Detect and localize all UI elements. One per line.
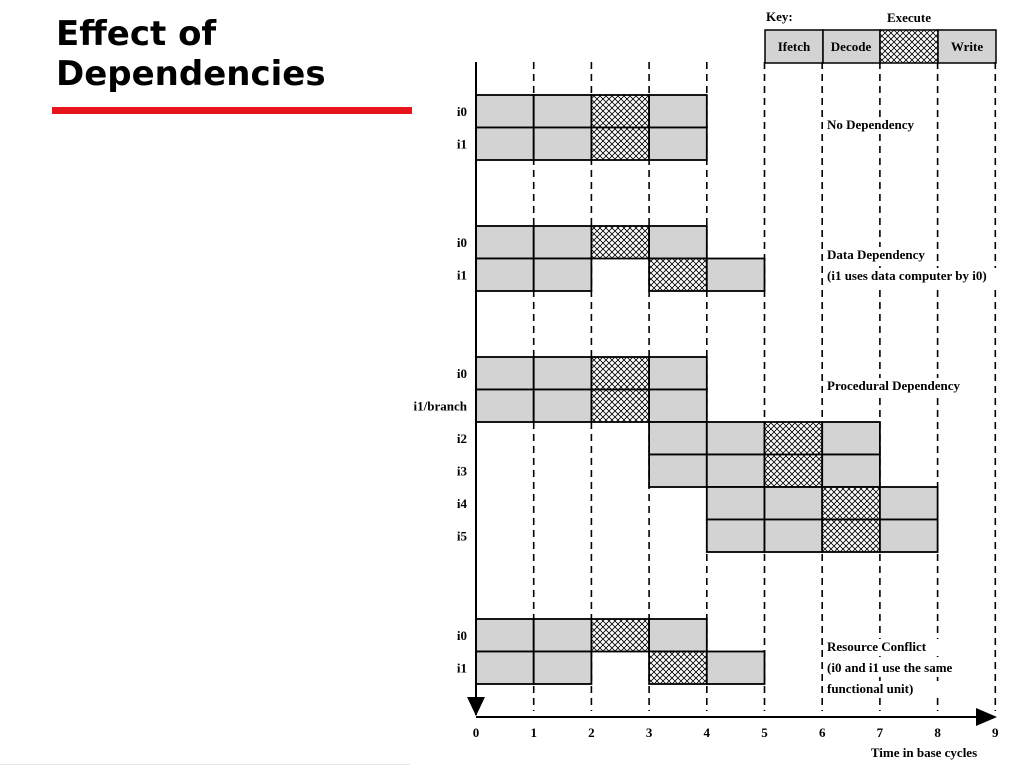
axis-tick-label-0: 0 — [472, 725, 480, 740]
stage-cell-data-dependency-0-0 — [476, 226, 534, 259]
stage-cell-procedural-dependency-1-0 — [476, 390, 534, 423]
key-legend — [765, 9, 996, 63]
stage-cell-data-dependency-1-1 — [534, 259, 592, 292]
stage-cell-data-dependency-0-3 — [649, 226, 707, 259]
stage-cell-procedural-dependency-4-3 — [880, 487, 938, 520]
key-decode-label: Decode — [830, 39, 872, 54]
stage-cell-procedural-dependency-5-1 — [765, 520, 823, 553]
row-label-procedural-dependency-4: i4 — [456, 496, 467, 511]
row-label-resource-conflict-0: i0 — [456, 628, 467, 643]
stage-cell-no-dependency-1-2 — [591, 128, 649, 161]
row-label-resource-conflict-1: i1 — [456, 660, 467, 676]
axis-title: Time in base cycles — [870, 745, 978, 760]
stage-cell-resource-conflict-1-1 — [534, 652, 592, 685]
row-label-procedural-dependency-2: i2 — [456, 431, 467, 446]
stage-cell-resource-conflict-0-2 — [591, 619, 649, 652]
stage-cell-data-dependency-1-4 — [707, 259, 765, 292]
stage-cell-no-dependency-1-3 — [649, 128, 707, 161]
axis-tick-label-3: 3 — [645, 725, 653, 740]
stage-cell-resource-conflict-1-0 — [476, 652, 534, 685]
row-label-no-dependency-0: i0 — [456, 104, 467, 119]
stage-cell-procedural-dependency-0-3 — [649, 357, 707, 390]
stage-cell-no-dependency-1-0 — [476, 128, 534, 161]
stage-cell-data-dependency-0-1 — [534, 226, 592, 259]
dependency-label-data-dependency-1: (i1 uses data computer by i0) — [827, 268, 987, 283]
axis-tick-label-1: 1 — [530, 725, 537, 740]
stage-cell-procedural-dependency-0-1 — [534, 357, 592, 390]
stage-cell-procedural-dependency-2-1 — [707, 422, 765, 455]
stage-cell-data-dependency-1-0 — [476, 259, 534, 292]
stage-cell-procedural-dependency-0-2 — [591, 357, 649, 390]
stage-cell-procedural-dependency-3-0 — [649, 455, 707, 488]
key-execute-label: Execute — [886, 10, 932, 25]
axis-tick-label-4: 4 — [703, 725, 711, 740]
axis-tick-label-8: 8 — [934, 725, 941, 740]
stage-cell-no-dependency-1-1 — [534, 128, 592, 161]
key-ifetch-label: Ifetch — [777, 39, 811, 54]
stage-cell-resource-conflict-0-3 — [649, 619, 707, 652]
axis-tick-label-6: 6 — [818, 725, 826, 740]
stage-cell-procedural-dependency-3-1 — [707, 455, 765, 488]
stage-cell-no-dependency-0-0 — [476, 95, 534, 128]
stage-cell-resource-conflict-0-0 — [476, 619, 534, 652]
dependency-label-procedural-dependency-0: Procedural Dependency — [827, 378, 960, 393]
row-label-procedural-dependency-5: i5 — [456, 528, 467, 544]
key-write-label: Write — [950, 39, 984, 54]
stage-cell-procedural-dependency-1-1 — [534, 390, 592, 423]
stage-cell-procedural-dependency-1-3 — [649, 390, 707, 423]
stage-cell-resource-conflict-0-1 — [534, 619, 592, 652]
stage-cell-no-dependency-0-2 — [591, 95, 649, 128]
axis-tick-label-7: 7 — [876, 725, 884, 740]
slide-title-line1: Effect of — [56, 14, 217, 54]
dependency-label-resource-conflict-1: (i0 and i1 use the same — [827, 660, 953, 675]
stage-cell-procedural-dependency-3-3 — [822, 455, 880, 488]
stage-cell-procedural-dependency-2-0 — [649, 422, 707, 455]
axis-tick-label-2: 2 — [588, 725, 595, 740]
row-label-procedural-dependency-0: i0 — [456, 366, 467, 381]
row-label-no-dependency-1: i1 — [456, 136, 467, 152]
slide-title-line2: Dependencies — [56, 54, 326, 94]
stage-cell-procedural-dependency-4-2 — [822, 487, 880, 520]
stage-cell-data-dependency-1-3 — [649, 259, 707, 292]
stage-cell-resource-conflict-1-4 — [707, 652, 765, 685]
stage-cell-procedural-dependency-5-0 — [707, 520, 765, 553]
axis-tick-label-5: 5 — [761, 725, 768, 740]
dependency-labels — [825, 117, 1024, 698]
key-execute-box — [880, 30, 938, 63]
row-label-data-dependency-0: i0 — [456, 235, 467, 250]
stage-cell-no-dependency-0-1 — [534, 95, 592, 128]
down-arrow-icon — [467, 697, 485, 716]
stage-cell-procedural-dependency-3-2 — [765, 455, 823, 488]
stage-cell-procedural-dependency-5-2 — [822, 520, 880, 553]
row-label-procedural-dependency-1: i1/branch — [413, 398, 467, 414]
dependency-label-no-dependency-0: No Dependency — [827, 117, 915, 132]
stage-cell-no-dependency-0-3 — [649, 95, 707, 128]
stage-cell-procedural-dependency-2-2 — [765, 422, 823, 455]
right-arrow-icon — [976, 708, 997, 726]
stage-cell-procedural-dependency-4-0 — [707, 487, 765, 520]
dependency-label-resource-conflict-2: functional unit) — [827, 681, 914, 696]
stage-cell-data-dependency-0-2 — [591, 226, 649, 259]
stage-cell-procedural-dependency-4-1 — [765, 487, 823, 520]
row-label-procedural-dependency-3: i3 — [456, 463, 467, 479]
dependency-label-resource-conflict-0: Resource Conflict — [827, 639, 927, 654]
stage-cell-procedural-dependency-1-2 — [591, 390, 649, 423]
key-label: Key: — [766, 9, 793, 24]
stage-cell-procedural-dependency-5-3 — [880, 520, 938, 553]
row-label-data-dependency-1: i1 — [456, 267, 467, 283]
stage-cell-procedural-dependency-0-0 — [476, 357, 534, 390]
stage-cell-procedural-dependency-2-3 — [822, 422, 880, 455]
stage-cell-resource-conflict-1-3 — [649, 652, 707, 685]
axis-tick-label-9: 9 — [992, 725, 999, 740]
dependency-label-data-dependency-0: Data Dependency — [827, 247, 925, 262]
